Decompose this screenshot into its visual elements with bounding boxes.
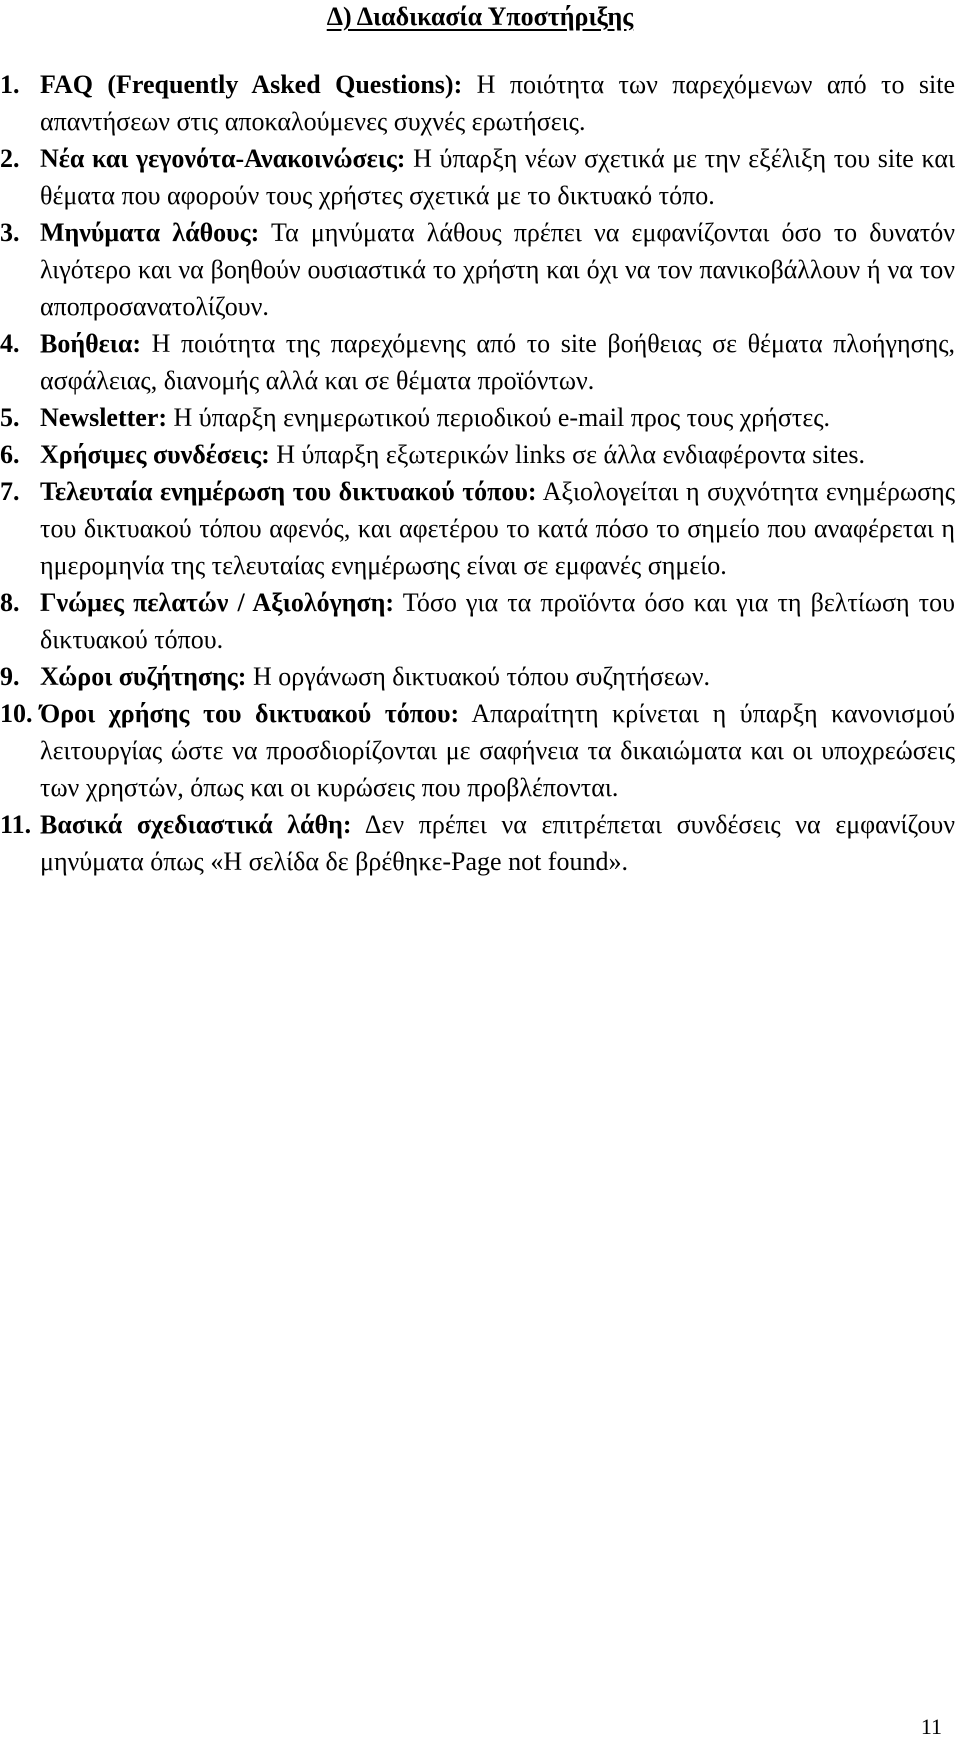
item-text: Η ποιότητα των παρεχόμενων από το site απαντήσεων στις αποκαλούμενες συχνές ερωτήσεις. <box>40 70 955 136</box>
item-term: Όροι χρήσης του δικτυακού τόπου: <box>40 699 460 728</box>
item-term: Τελευταία ενημέρωση του δικτυακού τόπου: <box>40 477 537 506</box>
item-number: 7. <box>0 477 20 506</box>
item-number: 3. <box>0 218 20 247</box>
item-term: FAQ (Frequently Asked Questions): <box>40 70 463 99</box>
item-text: Η ύπαρξη εξωτερικών links σε άλλα ενδιαφέροντα sites. <box>269 440 865 469</box>
item-term: Newsletter: <box>40 403 168 432</box>
item-text: Η ποιότητα της παρεχόμενης από το site βοήθειας σε θέματα πλοήγησης, ασφάλειας, διανομής αλλά και σε θέματα προϊόντων. <box>40 329 955 395</box>
item-term: Βασικά σχεδιαστικά λάθη: <box>40 810 352 839</box>
list-item <box>0 140 955 214</box>
list-item <box>0 399 955 436</box>
item-number: 8. <box>0 588 20 617</box>
list-item <box>0 214 956 325</box>
support-criteria-list <box>0 66 956 880</box>
item-term: Μηνύματα λάθους: <box>40 218 260 247</box>
item-text: Η ύπαρξη νέων σχετικά με την εξέλιξη του site και θέματα που αφορούν τους χρήστες σχετικά με το δικτυακό τόπο. <box>40 144 955 210</box>
item-number: 10. <box>0 699 33 728</box>
page-number: 11 <box>920 1714 942 1739</box>
item-number: 9. <box>0 662 20 691</box>
list-item <box>0 436 955 473</box>
list-item <box>0 325 955 399</box>
list-item <box>0 473 956 584</box>
item-term: Γνώμες πελατών / Αξιολόγηση: <box>40 588 395 617</box>
item-text: Δεν πρέπει να επιτρέπεται συνδέσεις να εμφανίζουν μηνύματα όπως «Η σελίδα δε βρέθηκε-Page not found». <box>40 810 955 876</box>
item-number: 2. <box>0 144 20 173</box>
item-number: 6. <box>0 440 20 469</box>
item-number: 4. <box>0 329 20 358</box>
list-item <box>0 806 955 880</box>
item-text: Τόσο για τα προϊόντα όσο και για τη βελτίωση του δικτυακού τόπου. <box>40 588 956 654</box>
item-term: Βοήθεια: <box>40 329 142 358</box>
item-text: Η ύπαρξη ενημερωτικού περιοδικού e-mail προς τους χρήστες. <box>167 403 831 432</box>
section-title: Δ) Διαδικασία Υποστήριξης <box>326 2 634 31</box>
item-term: Χρήσιμες συνδέσεις: <box>40 440 270 469</box>
item-number: 11. <box>0 810 32 839</box>
list-item <box>0 66 955 140</box>
item-term: Νέα και γεγονότα-Ανακοινώσεις: <box>40 144 406 173</box>
item-term: Χώροι συζήτησης: <box>40 662 247 691</box>
item-text: Αξιολογείται η συχνότητα ενημέρωσης του δικτυακού τόπου αφενός, και αφετέρου το κατά πόσο το σημείο που αναφέρεται η ημερομηνία της τελευταίας ενημέρωσης είναι σε εμφανές σημείο. <box>40 477 956 580</box>
item-number: 5. <box>0 403 20 432</box>
list-item <box>0 695 956 806</box>
list-item <box>0 584 956 658</box>
list-item <box>0 658 955 695</box>
item-number: 1. <box>0 70 20 99</box>
item-text: Τα μηνύματα λάθους πρέπει να εμφανίζονται όσο το δυνατόν λιγότερο και να βοηθούν ουσιαστικά το χρήστη και όχι να τον πανικοβάλλουν ή να τον αποπροσανατολίζουν. <box>40 218 956 321</box>
item-text: Η οργάνωση δικτυακού τόπου συζητήσεων. <box>246 662 711 691</box>
item-text: Απαραίτητη κρίνεται η ύπαρξη κανονισμού λειτουργίας ώστε να προσδιορίζονται με σαφήνεια τα δικαιώματα και οι υποχρεώσεις των χρηστών, όπως και οι κυρώσεις που προβλέπονται. <box>40 699 956 802</box>
